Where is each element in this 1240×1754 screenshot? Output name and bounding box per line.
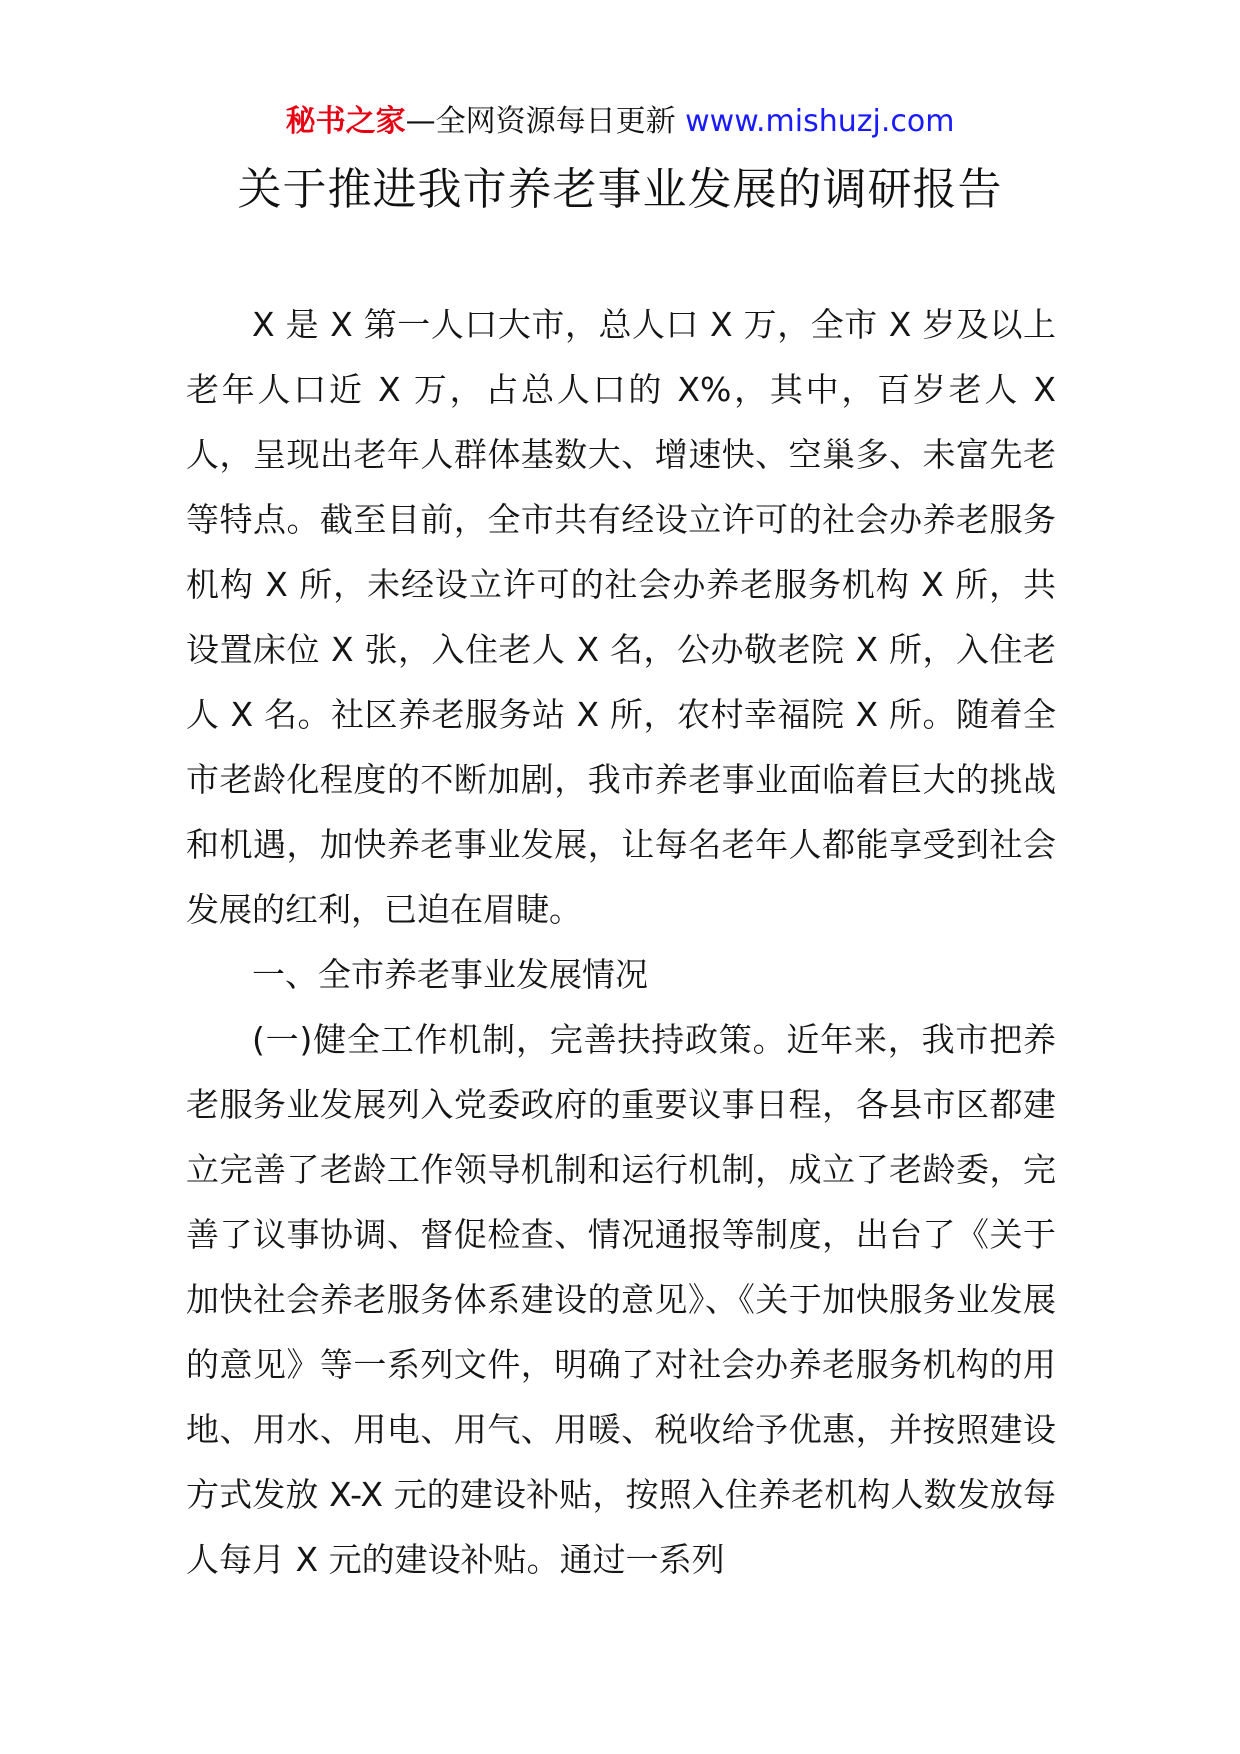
document-title: 关于推进我市养老事业发展的调研报告 [237, 164, 1003, 215]
brand-name: 秘书之家 [285, 104, 406, 139]
section-heading: 一、全市养老事业发展情况 [252, 955, 648, 994]
watermark-header [0, 102, 1240, 142]
header-tagline: —全网资源每日更新 [405, 104, 676, 139]
document-body [186, 292, 1056, 1592]
site-link[interactable]: www.mishuzj.com [685, 104, 955, 139]
paragraph-intro: X 是 X 第一人口大市，总人口 X 万，全市 X 岁及以上老年人口近 X 万，占总人口的 X%，其中，百岁老人 X 人，呈现出老年人群体基数大、增速快、空巢多、未富先老等特点。截至目前，全市共有经设立许可的社会办养老服务机构 X 所，未经设立许可的社会办养老服务机构 X 所，共设置床位 X 张，入住老人 X 名，公办敬老院 X 所，入住老人 X 名。社区养老服务站 X 所，农村幸福院 X 所。随着全市老龄化程度的不断加剧，我市养老事业面临着巨大的挑战和机遇，加快养老事业发展，让每名老年人都能享受到社会发展的红利，已迫在眉睫。 [186, 305, 1056, 929]
paragraph-section-1: (一)健全工作机制，完善扶持政策。近年来，我市把养老服务业发展列入党委政府的重要议事日程，各县市区都建立完善了老龄工作领导机制和运行机制，成立了老龄委，完善了议事协调、督促检查、情况通报等制度，出台了《关于加快社会养老服务体系建设的意见》、《关于加快服务业发展的意见》等一系列文件，明确了对社会办养老服务机构的用地、用水、用电、用气、用暖、税收给予优惠，并按照建设方式发放 X-X 元的建设补贴，按照入住养老机构人数发放每人每月 X 元的建设补贴。通过一系列 [186, 1020, 1056, 1579]
